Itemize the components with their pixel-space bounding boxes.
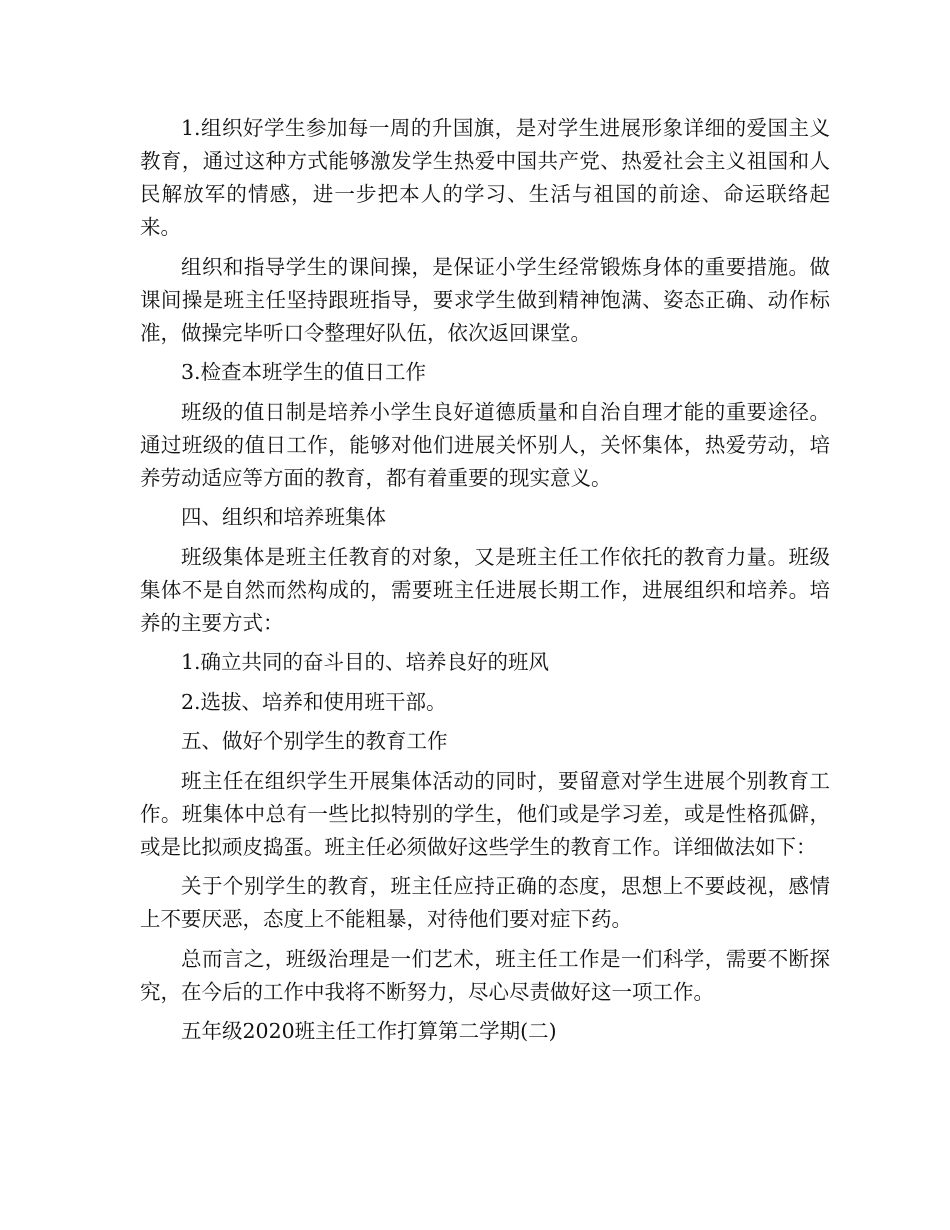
list-item-goal: 1.确立共同的奋斗目的、培养良好的班风 bbox=[181, 650, 550, 674]
paragraph-exercise: 组织和指导学生的课间操，是保证小学生经常锻炼身体的重要措施。做课间操是班主任坚持跟班指导，要求学生做到精神饱满、姿态正确、动作标准，做操完毕听口令整理好队伍，依次返回课堂。 bbox=[140, 254, 830, 345]
paragraph-individual-education: 班主任在组织学生开展集体活动的同时，要留意对学生进展个别教育工作。班集体中总有一些比拟特别的学生，他们或是学习差，或是性格孤僻，或是比拟顽皮捣蛋。班主任必须做好这些学生的教育工作。详细做法如下： bbox=[140, 768, 830, 859]
section-heading-five: 五、做好个别学生的教育工作 bbox=[181, 729, 448, 753]
list-item-cadres: 2.选拔、培养和使用班干部。 bbox=[181, 689, 447, 714]
document-title-next: 五年级2020班主任工作打算第二学期(二) bbox=[181, 1019, 557, 1043]
paragraph-duty-system: 班级的值日制是培养小学生良好道德质量和自治自理才能的重要途径。通过班级的值日工作，能够对他们进展关怀别人，关怀集体，热爱劳动，培养劳动适应等方面的教育，都有着重要的现实意义。 bbox=[140, 399, 830, 490]
paragraph-attitude: 关于个别学生的教育，班主任应持正确的态度，思想上不要歧视，感情上不要厌恶，态度上不能粗暴，对待他们要对症下药。 bbox=[140, 874, 830, 931]
paragraph-conclusion: 总而言之，班级治理是一们艺术，班主任工作是一们科学，需要不断探究，在今后的工作中我将不断努力，尽心尽责做好这一项工作。 bbox=[140, 946, 830, 1004]
document-body bbox=[140, 112, 830, 1055]
paragraph-duty-heading: 3.检查本班学生的值日工作 bbox=[181, 360, 427, 384]
paragraph-class-collective: 班级集体是班主任教育的对象，又是班主任工作依托的教育力量。班级集体不是自然而然构成的，需要班主任进展长期工作，进展组织和培养。培养的主要方式： bbox=[140, 544, 830, 635]
paragraph-flag-raising: 1.组织好学生参加每一周的升国旗，是对学生进展形象详细的爱国主义教育，通过这种方式能够激发学生热爱中国共产党、热爱社会主义祖国和人民解放军的情感，进一步把本人的学习、生活与祖国的前途、命运联络起来。 bbox=[140, 116, 830, 239]
section-heading-four: 四、组织和培养班集体 bbox=[181, 505, 386, 529]
